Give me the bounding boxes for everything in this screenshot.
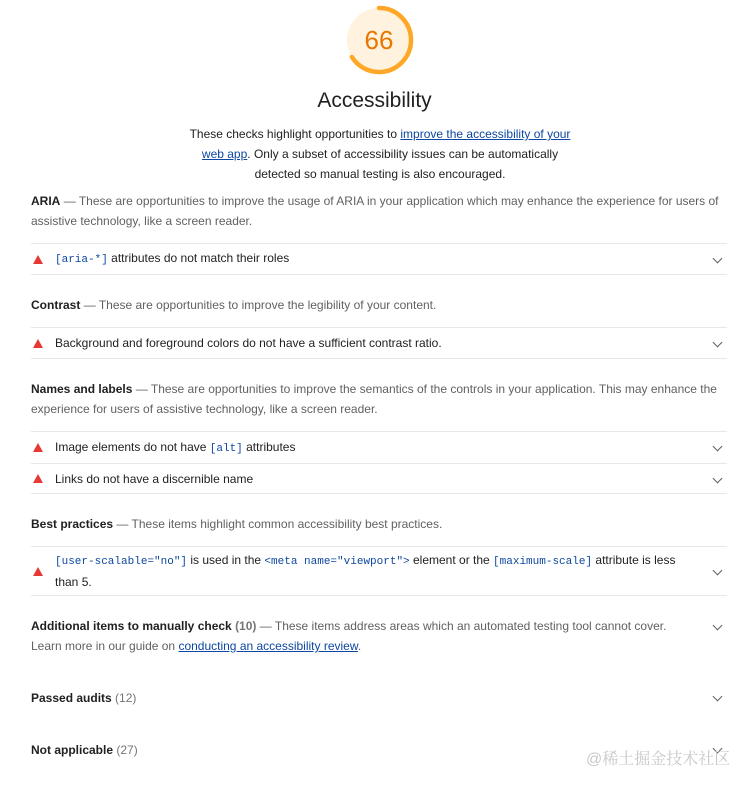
audit-text: Image elements do not have (55, 439, 210, 454)
audit-text: is used in the (187, 553, 265, 567)
audit-row-link-name[interactable] (31, 463, 727, 494)
dash: — (259, 619, 272, 633)
group-header-best-practices (31, 514, 721, 534)
code-snippet: [aria-*] (55, 254, 108, 266)
score-value: 66 (364, 25, 394, 55)
passed-audits-header[interactable] (31, 691, 136, 705)
chevron-down-icon[interactable] (713, 692, 723, 702)
fail-triangle-icon (33, 443, 43, 452)
group-count: (12) (115, 691, 137, 705)
score-gauge (341, 2, 417, 78)
audit-text: attribute is less than 5. (55, 553, 676, 589)
group-count: (27) (116, 743, 138, 757)
fail-triangle-icon (33, 474, 43, 483)
audit-text: attributes do not match their roles (107, 251, 290, 265)
audit-text: attributes (242, 439, 296, 454)
chevron-down-icon[interactable] (713, 621, 723, 631)
code-snippet: <meta name="viewport"> (264, 556, 410, 568)
code-snippet: [maximum-scale] (493, 556, 593, 568)
audit-row-color-contrast[interactable] (31, 327, 727, 359)
desc-suffix: . Only a subset of accessibility issues can be automatically detected so manual testing is also encouraged. (247, 147, 559, 181)
code-snippet: [alt] (209, 442, 243, 455)
group-name: Best practices (31, 517, 114, 531)
category-title: Accessibility (317, 89, 432, 112)
group-description: These are opportunities to improve the legibility of your content. (98, 298, 437, 312)
audit-row-meta-viewport[interactable] (31, 546, 727, 596)
group-description: These items address areas which an automated testing tool cannot cover. Learn more in our guide on (31, 619, 667, 653)
audit-title (55, 550, 727, 592)
not-applicable-header[interactable] (31, 743, 138, 757)
desc-prefix: These checks highlight opportunities to (189, 127, 401, 141)
accessibility-review-link[interactable]: conducting an accessibility review (178, 639, 358, 653)
improve-accessibility-link[interactable]: improve the accessibility of your web app (201, 127, 571, 161)
group-header-aria (31, 191, 721, 231)
audit-title (55, 437, 727, 459)
group-header-contrast (31, 295, 721, 315)
group-name: Not applicable (31, 743, 114, 757)
group-description: These are opportunities to improve the semantics of the controls in your application. This may enhance the experience for users of assistive technology, like a screen reader. (31, 382, 717, 416)
audit-title: Background and foreground colors do not have a sufficient contrast ratio. (55, 336, 442, 350)
fail-triangle-icon (33, 339, 43, 348)
audit-row-aria-roles[interactable] (31, 243, 727, 275)
desc-suffix: . (357, 639, 362, 653)
group-count: (10) (235, 619, 257, 633)
dash: — (135, 382, 148, 396)
fail-triangle-icon (33, 255, 43, 264)
fail-triangle-icon (33, 567, 43, 576)
audit-text: element or the (409, 553, 494, 567)
group-name: Passed audits (31, 691, 112, 705)
category-description (180, 124, 580, 184)
group-name: Additional items to manually check (31, 619, 232, 633)
dash: — (116, 517, 129, 531)
group-description: These items highlight common accessibility best practices. (131, 517, 443, 531)
group-header-names-labels (31, 379, 721, 419)
watermark: @稀土掘金技术社区 (586, 751, 731, 768)
group-name: Contrast (31, 298, 81, 312)
dash: — (83, 298, 96, 312)
audit-title (55, 248, 727, 270)
code-snippet: [user-scalable="no"] (55, 556, 188, 568)
manual-checks-header[interactable] (31, 616, 691, 656)
audit-title: Links do not have a discernible name (55, 471, 254, 486)
group-name: ARIA (31, 194, 61, 208)
audit-row-image-alt[interactable] (31, 431, 727, 463)
dash: — (63, 194, 76, 208)
group-name: Names and labels (31, 382, 133, 396)
group-description: These are opportunities to improve the usage of ARIA in your application which may enhance the experience for users of assistive technology, like a screen reader. (31, 194, 719, 228)
